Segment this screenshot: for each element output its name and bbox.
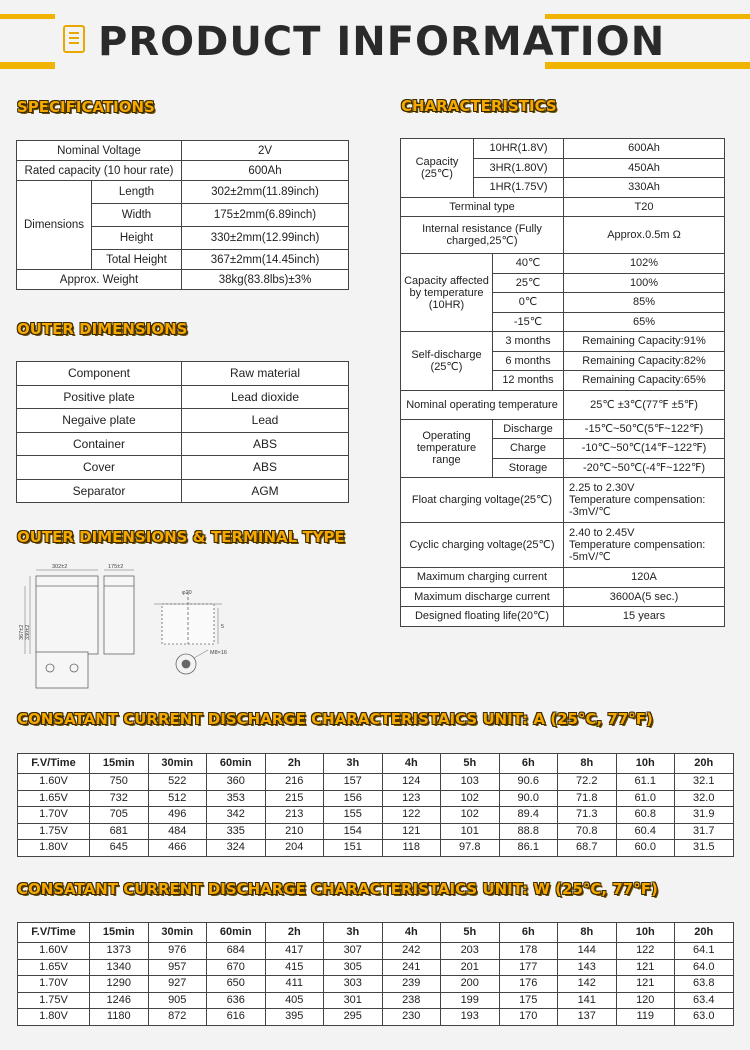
table-cell: 155 — [324, 807, 383, 824]
table-row: Separator AGM — [17, 479, 349, 503]
characteristics-table — [400, 138, 725, 627]
battery-side-outline — [104, 576, 134, 654]
table-header-cell: 3h — [324, 923, 383, 943]
table-cell: 31.5 — [675, 840, 734, 857]
table-cell: 63.8 — [675, 976, 734, 993]
table-cell: 60.8 — [616, 807, 675, 824]
table-header-cell: 15min — [90, 754, 149, 774]
table-cell: 405 — [265, 992, 324, 1009]
table-header-cell: F.V/Time — [18, 754, 90, 774]
table-cell: 239 — [382, 976, 441, 993]
table-cell: 157 — [324, 774, 383, 791]
table-cell: 70.8 — [558, 823, 617, 840]
table-row: 1HR(1.75V) 330Ah — [401, 178, 725, 198]
table-cell: 121 — [616, 959, 675, 976]
table-header-cell: 4h — [382, 923, 441, 943]
table-cell: 199 — [441, 992, 500, 1009]
table-cell: 411 — [265, 976, 324, 993]
table-cell: 210 — [265, 823, 324, 840]
table-cell: 193 — [441, 1009, 500, 1026]
table-cell: 1.70V — [18, 807, 90, 824]
table-header-cell: 30min — [148, 923, 207, 943]
table-cell: 144 — [558, 943, 617, 960]
table-row: 3HR(1.80V) 450Ah — [401, 158, 725, 178]
table-row — [18, 959, 734, 976]
table-cell: 204 — [265, 840, 324, 857]
specifications-table — [16, 140, 349, 290]
table-cell: 241 — [382, 959, 441, 976]
table-cell: 927 — [148, 976, 207, 993]
table-cell: 1.60V — [18, 943, 90, 960]
table-header-cell: 10h — [616, 923, 675, 943]
table-cell: 71.8 — [558, 790, 617, 807]
table-row: Container ABS — [17, 432, 349, 456]
table-cell: 177 — [499, 959, 558, 976]
page-title: PRODUCT INFORMATION — [98, 19, 666, 65]
table-cell: 684 — [207, 943, 266, 960]
table-header-cell: 15min — [90, 923, 149, 943]
table-cell: 305 — [324, 959, 383, 976]
table-row: Maximum discharge current 3600A(5 sec.) — [401, 587, 725, 607]
table-header-cell: 20h — [675, 923, 734, 943]
table-row: Height 330±2mm(12.99inch) — [17, 227, 349, 250]
table-cell: 1.70V — [18, 976, 90, 993]
table-row: Maximum charging current 120A — [401, 568, 725, 588]
table-header-cell: 2h — [265, 754, 324, 774]
table-cell: 1290 — [90, 976, 149, 993]
table-cell: 102 — [441, 807, 500, 824]
table-cell: 417 — [265, 943, 324, 960]
table-cell: 670 — [207, 959, 266, 976]
table-cell: 213 — [265, 807, 324, 824]
table-cell: 732 — [90, 790, 149, 807]
table-cell: 121 — [616, 976, 675, 993]
table-row: 12 months Remaining Capacity:65% — [401, 371, 725, 391]
table-cell: 68.7 — [558, 840, 617, 857]
table-row: Internal resistance (Fully charged,25℃) Approx.0.5m Ω — [401, 217, 725, 254]
table-cell: 32.0 — [675, 790, 734, 807]
table-row: Operating temperature range Discharge -15℃~50℃(5℉~122℉) — [401, 419, 725, 439]
table-cell: 103 — [441, 774, 500, 791]
table-row: Cover ABS — [17, 456, 349, 480]
table-row: Nominal Voltage 2V — [17, 141, 349, 161]
table-row: Nominal operating temperature 25℃ ±3℃(77℉ ±5℉) — [401, 390, 725, 419]
section-title-discharge-a: CONSATANT CURRENT DISCHARGE CHARACTERISTAICS UNIT: A (25°C, 77°F) — [17, 710, 653, 728]
table-cell: 636 — [207, 992, 266, 1009]
table-cell: 1.65V — [18, 959, 90, 976]
table-cell: 307 — [324, 943, 383, 960]
table-cell: 650 — [207, 976, 266, 993]
table-cell: 119 — [616, 1009, 675, 1026]
table-cell: 60.4 — [616, 823, 675, 840]
table-cell: 143 — [558, 959, 617, 976]
table-cell: 216 — [265, 774, 324, 791]
table-header-cell: 8h — [558, 923, 617, 943]
table-cell: 1246 — [90, 992, 149, 1009]
table-cell: 60.0 — [616, 840, 675, 857]
table-cell: 90.0 — [499, 790, 558, 807]
table-cell: 122 — [616, 943, 675, 960]
table-cell: 90.6 — [499, 774, 558, 791]
table-row — [18, 1009, 734, 1026]
table-cell: 681 — [90, 823, 149, 840]
table-header-cell: 5h — [441, 923, 500, 943]
table-cell: 120 — [616, 992, 675, 1009]
table-header-cell: 30min — [148, 754, 207, 774]
table-cell: 1373 — [90, 943, 149, 960]
table-cell: 466 — [148, 840, 207, 857]
table-cell: 176 — [499, 976, 558, 993]
terminal-height-label: 5 — [221, 624, 225, 630]
discharge-w-table — [17, 922, 734, 1026]
table-row: 6 months Remaining Capacity:82% — [401, 351, 725, 371]
table-cell: 1.80V — [18, 840, 90, 857]
table-cell: 976 — [148, 943, 207, 960]
table-cell: 32.1 — [675, 774, 734, 791]
table-cell: 1.80V — [18, 1009, 90, 1026]
table-cell: 203 — [441, 943, 500, 960]
table-cell: 295 — [324, 1009, 383, 1026]
table-cell: 154 — [324, 823, 383, 840]
document-icon — [63, 25, 85, 53]
table-row: Dimensions Length 302±2mm(11.89inch) — [17, 181, 349, 204]
table-cell: 61.0 — [616, 790, 675, 807]
outer-dimensions-table — [16, 361, 349, 503]
table-cell: 872 — [148, 1009, 207, 1026]
battery-dimension-drawing — [18, 562, 278, 692]
battery-top-outline — [36, 652, 88, 688]
table-cell: 215 — [265, 790, 324, 807]
table-cell: 71.3 — [558, 807, 617, 824]
table-row: Total Height 367±2mm(14.45inch) — [17, 250, 349, 270]
table-header-cell: 8h — [558, 754, 617, 774]
table-cell: 1.65V — [18, 790, 90, 807]
table-cell: 342 — [207, 807, 266, 824]
table-cell: 64.1 — [675, 943, 734, 960]
section-title-outer-terminal: OUTER DIMENSIONS & TERMINAL TYPE — [17, 528, 345, 546]
table-row: Float charging voltage(25℃) 2.25 to 2.30V Temperature compensation: -3mV/℃ — [401, 478, 725, 523]
table-cell: 324 — [207, 840, 266, 857]
table-row: Capacity (25℃) 10HR(1.8V) 600Ah — [401, 139, 725, 159]
table-cell: 1.60V — [18, 774, 90, 791]
table-cell: 151 — [324, 840, 383, 857]
table-cell: 905 — [148, 992, 207, 1009]
table-cell: 137 — [558, 1009, 617, 1026]
table-header-cell: 2h — [265, 923, 324, 943]
table-row: Width 175±2mm(6.89inch) — [17, 204, 349, 227]
table-cell: 88.8 — [499, 823, 558, 840]
table-cell: 1340 — [90, 959, 149, 976]
table-cell: 201 — [441, 959, 500, 976]
dim-width-label: 175±2 — [108, 564, 124, 570]
table-cell: 175 — [499, 992, 558, 1009]
table-cell: 242 — [382, 943, 441, 960]
table-cell: 645 — [90, 840, 149, 857]
table-cell: 335 — [207, 823, 266, 840]
table-cell: 122 — [382, 807, 441, 824]
table-cell: 141 — [558, 992, 617, 1009]
page-header — [0, 0, 750, 72]
table-cell: 484 — [148, 823, 207, 840]
table-cell: 31.7 — [675, 823, 734, 840]
terminal-dia-label: φ20 — [182, 590, 192, 596]
table-cell: 512 — [148, 790, 207, 807]
table-cell: 72.2 — [558, 774, 617, 791]
table-cell: 61.1 — [616, 774, 675, 791]
table-row — [18, 943, 734, 960]
table-cell: 496 — [148, 807, 207, 824]
section-title-characteristics: CHARACTERISTICS — [401, 97, 557, 115]
table-row: Positive plate Lead dioxide — [17, 385, 349, 409]
table-cell: 118 — [382, 840, 441, 857]
table-header-cell: 6h — [499, 754, 558, 774]
table-cell: 97.8 — [441, 840, 500, 857]
table-row: Self-discharge (25℃) 3 months Remaining Capacity:91% — [401, 332, 725, 352]
table-cell: 301 — [324, 992, 383, 1009]
table-cell: 522 — [148, 774, 207, 791]
table-header-cell: 6h — [499, 923, 558, 943]
table-cell: 616 — [207, 1009, 266, 1026]
table-row: Terminal type T20 — [401, 197, 725, 217]
table-header-cell: 4h — [382, 754, 441, 774]
table-row: Charge -10℃~50℃(14℉~122℉) — [401, 439, 725, 459]
table-row: Negaive plate Lead — [17, 409, 349, 433]
table-cell: 124 — [382, 774, 441, 791]
table-cell: 415 — [265, 959, 324, 976]
table-cell: 360 — [207, 774, 266, 791]
table-cell: 230 — [382, 1009, 441, 1026]
battery-front-outline — [36, 576, 98, 654]
table-cell: 142 — [558, 976, 617, 993]
table-row: -15℃ 65% — [401, 312, 725, 332]
table-header-row: Component Raw material — [17, 362, 349, 386]
table-cell: 101 — [441, 823, 500, 840]
table-cell: 121 — [382, 823, 441, 840]
table-cell: 200 — [441, 976, 500, 993]
table-header-cell: F.V/Time — [18, 923, 90, 943]
table-cell: 238 — [382, 992, 441, 1009]
table-cell: 353 — [207, 790, 266, 807]
table-row — [18, 840, 734, 857]
table-header-cell: 60min — [207, 923, 266, 943]
table-header-row — [18, 923, 734, 943]
table-row — [18, 790, 734, 807]
table-row: 25℃ 100% — [401, 273, 725, 293]
table-row: Rated capacity (10 hour rate) 600Ah — [17, 161, 349, 181]
table-cell: 63.4 — [675, 992, 734, 1009]
table-cell: 64.0 — [675, 959, 734, 976]
discharge-a-table — [17, 753, 734, 857]
table-row — [18, 976, 734, 993]
table-row: 0℃ 85% — [401, 293, 725, 313]
table-header-cell: 60min — [207, 754, 266, 774]
table-cell: 395 — [265, 1009, 324, 1026]
table-header-cell: 20h — [675, 754, 734, 774]
table-row — [18, 992, 734, 1009]
table-cell: 89.4 — [499, 807, 558, 824]
table-header-cell: 3h — [324, 754, 383, 774]
table-cell: 1.75V — [18, 823, 90, 840]
dim-length-label: 302±2 — [52, 564, 68, 570]
table-row: Cyclic charging voltage(25℃) 2.40 to 2.45V Temperature compensation: -5mV/℃ — [401, 523, 725, 568]
table-header-cell: 5h — [441, 754, 500, 774]
table-cell: 170 — [499, 1009, 558, 1026]
table-cell: 31.9 — [675, 807, 734, 824]
table-cell: 123 — [382, 790, 441, 807]
table-cell: 705 — [90, 807, 149, 824]
bolt-label: M8×16 — [210, 650, 227, 656]
section-title-outer-dimensions: OUTER DIMENSIONS — [17, 320, 188, 338]
table-cell: 1180 — [90, 1009, 149, 1026]
table-cell: 750 — [90, 774, 149, 791]
table-row: Storage -20℃~50℃(-4℉~122℉) — [401, 458, 725, 478]
dim-total-height-label: 367±2 — [19, 624, 25, 640]
section-title-discharge-w: CONSATANT CURRENT DISCHARGE CHARACTERISTAICS UNIT: W (25°C, 77°F) — [17, 880, 658, 898]
table-row — [18, 823, 734, 840]
table-row: Designed floating life(20℃) 15 years — [401, 607, 725, 627]
table-cell: 178 — [499, 943, 558, 960]
table-row — [18, 807, 734, 824]
table-row: Capacity affected by temperature (10HR) 40℃ 102% — [401, 254, 725, 274]
table-header-row — [18, 754, 734, 774]
table-cell: 86.1 — [499, 840, 558, 857]
table-cell: 63.0 — [675, 1009, 734, 1026]
table-header-cell: 10h — [616, 754, 675, 774]
table-cell: 1.75V — [18, 992, 90, 1009]
table-row: Approx. Weight 38kg(83.8lbs)±3% — [17, 270, 349, 290]
table-cell: 957 — [148, 959, 207, 976]
table-cell: 303 — [324, 976, 383, 993]
table-row — [18, 774, 734, 791]
table-cell: 102 — [441, 790, 500, 807]
dim-height-label: 330±2 — [25, 624, 31, 640]
table-cell: 156 — [324, 790, 383, 807]
section-title-specifications: SPECIFICATIONS — [17, 98, 155, 116]
